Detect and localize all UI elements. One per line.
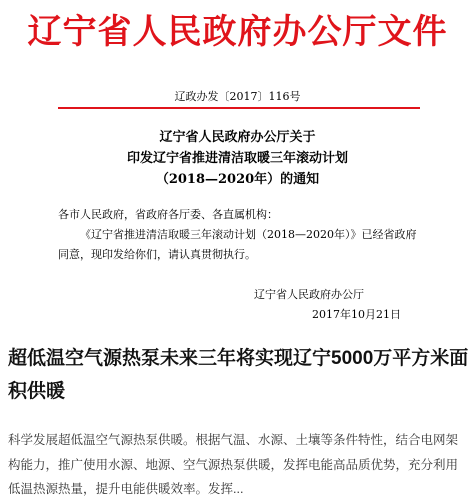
article-title[interactable]: 超低温空气源热泵未来三年将实现辽宁5000万平方米面积供暖: [8, 348, 469, 402]
salutation: 各市人民政府，省政府各厅委、各直属机构：: [58, 208, 278, 221]
title-line-3: （2018—2020年）的通知: [155, 172, 320, 187]
red-divider: [58, 107, 420, 109]
article-summary: 科学发展超低温空气源热泵供暖。根据气温、水源、土壤等条件特性，结合电网架构能力，推广使用水源、地源、空气源热泵供暖，发挥电能高品质优势，充分利用低温热源热量，提升电能供暖效率。发挥...: [8, 433, 459, 496]
signature-date: 2017年10月21日: [312, 308, 401, 321]
title-line-1: 辽宁省人民政府办公厅关于: [159, 130, 316, 145]
signature-org: 辽宁省人民政府办公厅: [254, 288, 364, 301]
document-header: 辽宁省人民政府办公厅文件: [27, 12, 448, 52]
document-title: [0, 127, 475, 190]
signature-block: [254, 285, 401, 325]
document-number: 辽政办发〔2017〕116号: [174, 90, 301, 103]
body-line-2: 同意，现印发给你们，请认真贯彻执行。: [58, 248, 256, 261]
document-body: [58, 205, 428, 265]
title-line-2: 印发辽宁省推进清洁取暖三年滚动计划: [126, 151, 348, 166]
body-line-1: 《辽宁省推进清洁取暖三年滚动计划（2018—2020年）》已经省政府: [80, 228, 417, 241]
